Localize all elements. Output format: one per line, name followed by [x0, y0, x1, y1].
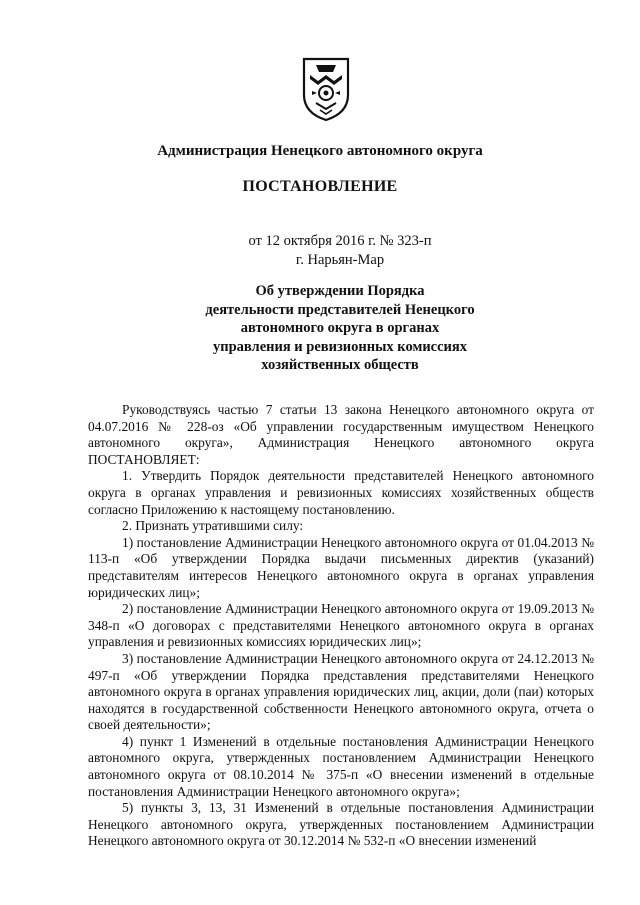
subclause-1-paragraph: 1) постановление Администрации Ненецкого автономного округа от 01.04.2013 № 113-п «Об утверждении Порядка выдачи письменных директив (указаний) представителям интересов Ненецкого автономного округа в органах управления юридических лиц»;	[88, 534, 594, 600]
title-line: автономного округа в органах	[240, 320, 440, 336]
date-number: от 12 октября 2016 г. № 323-п	[248, 233, 432, 249]
title-line: хозяйственных обществ	[261, 357, 419, 373]
subclause-4-paragraph: 4) пункт 1 Изменений в отдельные постановления Администрации Ненецкого автономного округа, утвержденных постановлением Администрации Ненецкого автономного округа от 08.10.2014 № 375-п «О внесении изменений в отдельные постановления Администрации Ненецкого автономного округа»;	[88, 733, 594, 799]
document-type: ПОСТАНОВЛЕНИЕ	[242, 178, 398, 195]
title-line: Об утверждении Порядка	[255, 283, 425, 299]
subclause-2-paragraph: 2) постановление Администрации Ненецкого автономного округа от 19.09.2013 № 348-п «О договорах с представителями Ненецкого автономного округа в органах управления и ревизионных комиссиях юридических лиц»;	[88, 601, 594, 650]
title-line: управления и ревизионных комиссиях	[213, 338, 467, 355]
subclause-3-paragraph: 3) постановление Администрации Ненецкого автономного округа от 24.12.2013 № 497-п «Об утверждении Порядка представления представителями Ненецкого автономного округа в органах управления юридических лиц, акции, доли (паи) которых находятся в государственной собственности Ненецкого автономного округа, отчета о своей деятельности»;	[88, 650, 594, 733]
preamble-paragraph: Руководствуясь частью 7 статьи 13 закона Ненецкого автономного округа от 04.07.2016 № 228-оз «Об управлении государственным имуществом Ненецкого автономного округа», Администрация Ненецкого автономного округа ПОСТАНОВЛЯЕТ:	[88, 402, 594, 467]
organization-name: Администрация Ненецкого автономного округа	[157, 143, 483, 159]
clause-2-paragraph: 2. Признать утратившими силу:	[122, 518, 304, 534]
subclause-5-paragraph: 5) пункты 3, 13, 31 Изменений в отдельные постановления Администрации Ненецкого автономного округа, утвержденных постановлением Администрации Ненецкого автономного округа от 30.12.2014 № 532-п «О внесении изменений	[88, 800, 594, 849]
title-line: деятельности представителей Ненецкого	[205, 301, 475, 318]
document-title	[0, 282, 640, 375]
city-name: г. Нарьян-Мар	[295, 252, 385, 268]
date-block	[0, 232, 640, 270]
coat-of-arms-emblem-icon	[298, 55, 354, 123]
clause-1-paragraph: 1. Утвердить Порядок деятельности представителей Ненецкого автономного округа в органах управления и ревизионных комиссиях хозяйственных обществ согласно Приложению к настоящему постановлению.	[88, 468, 594, 517]
document-body	[88, 402, 594, 850]
